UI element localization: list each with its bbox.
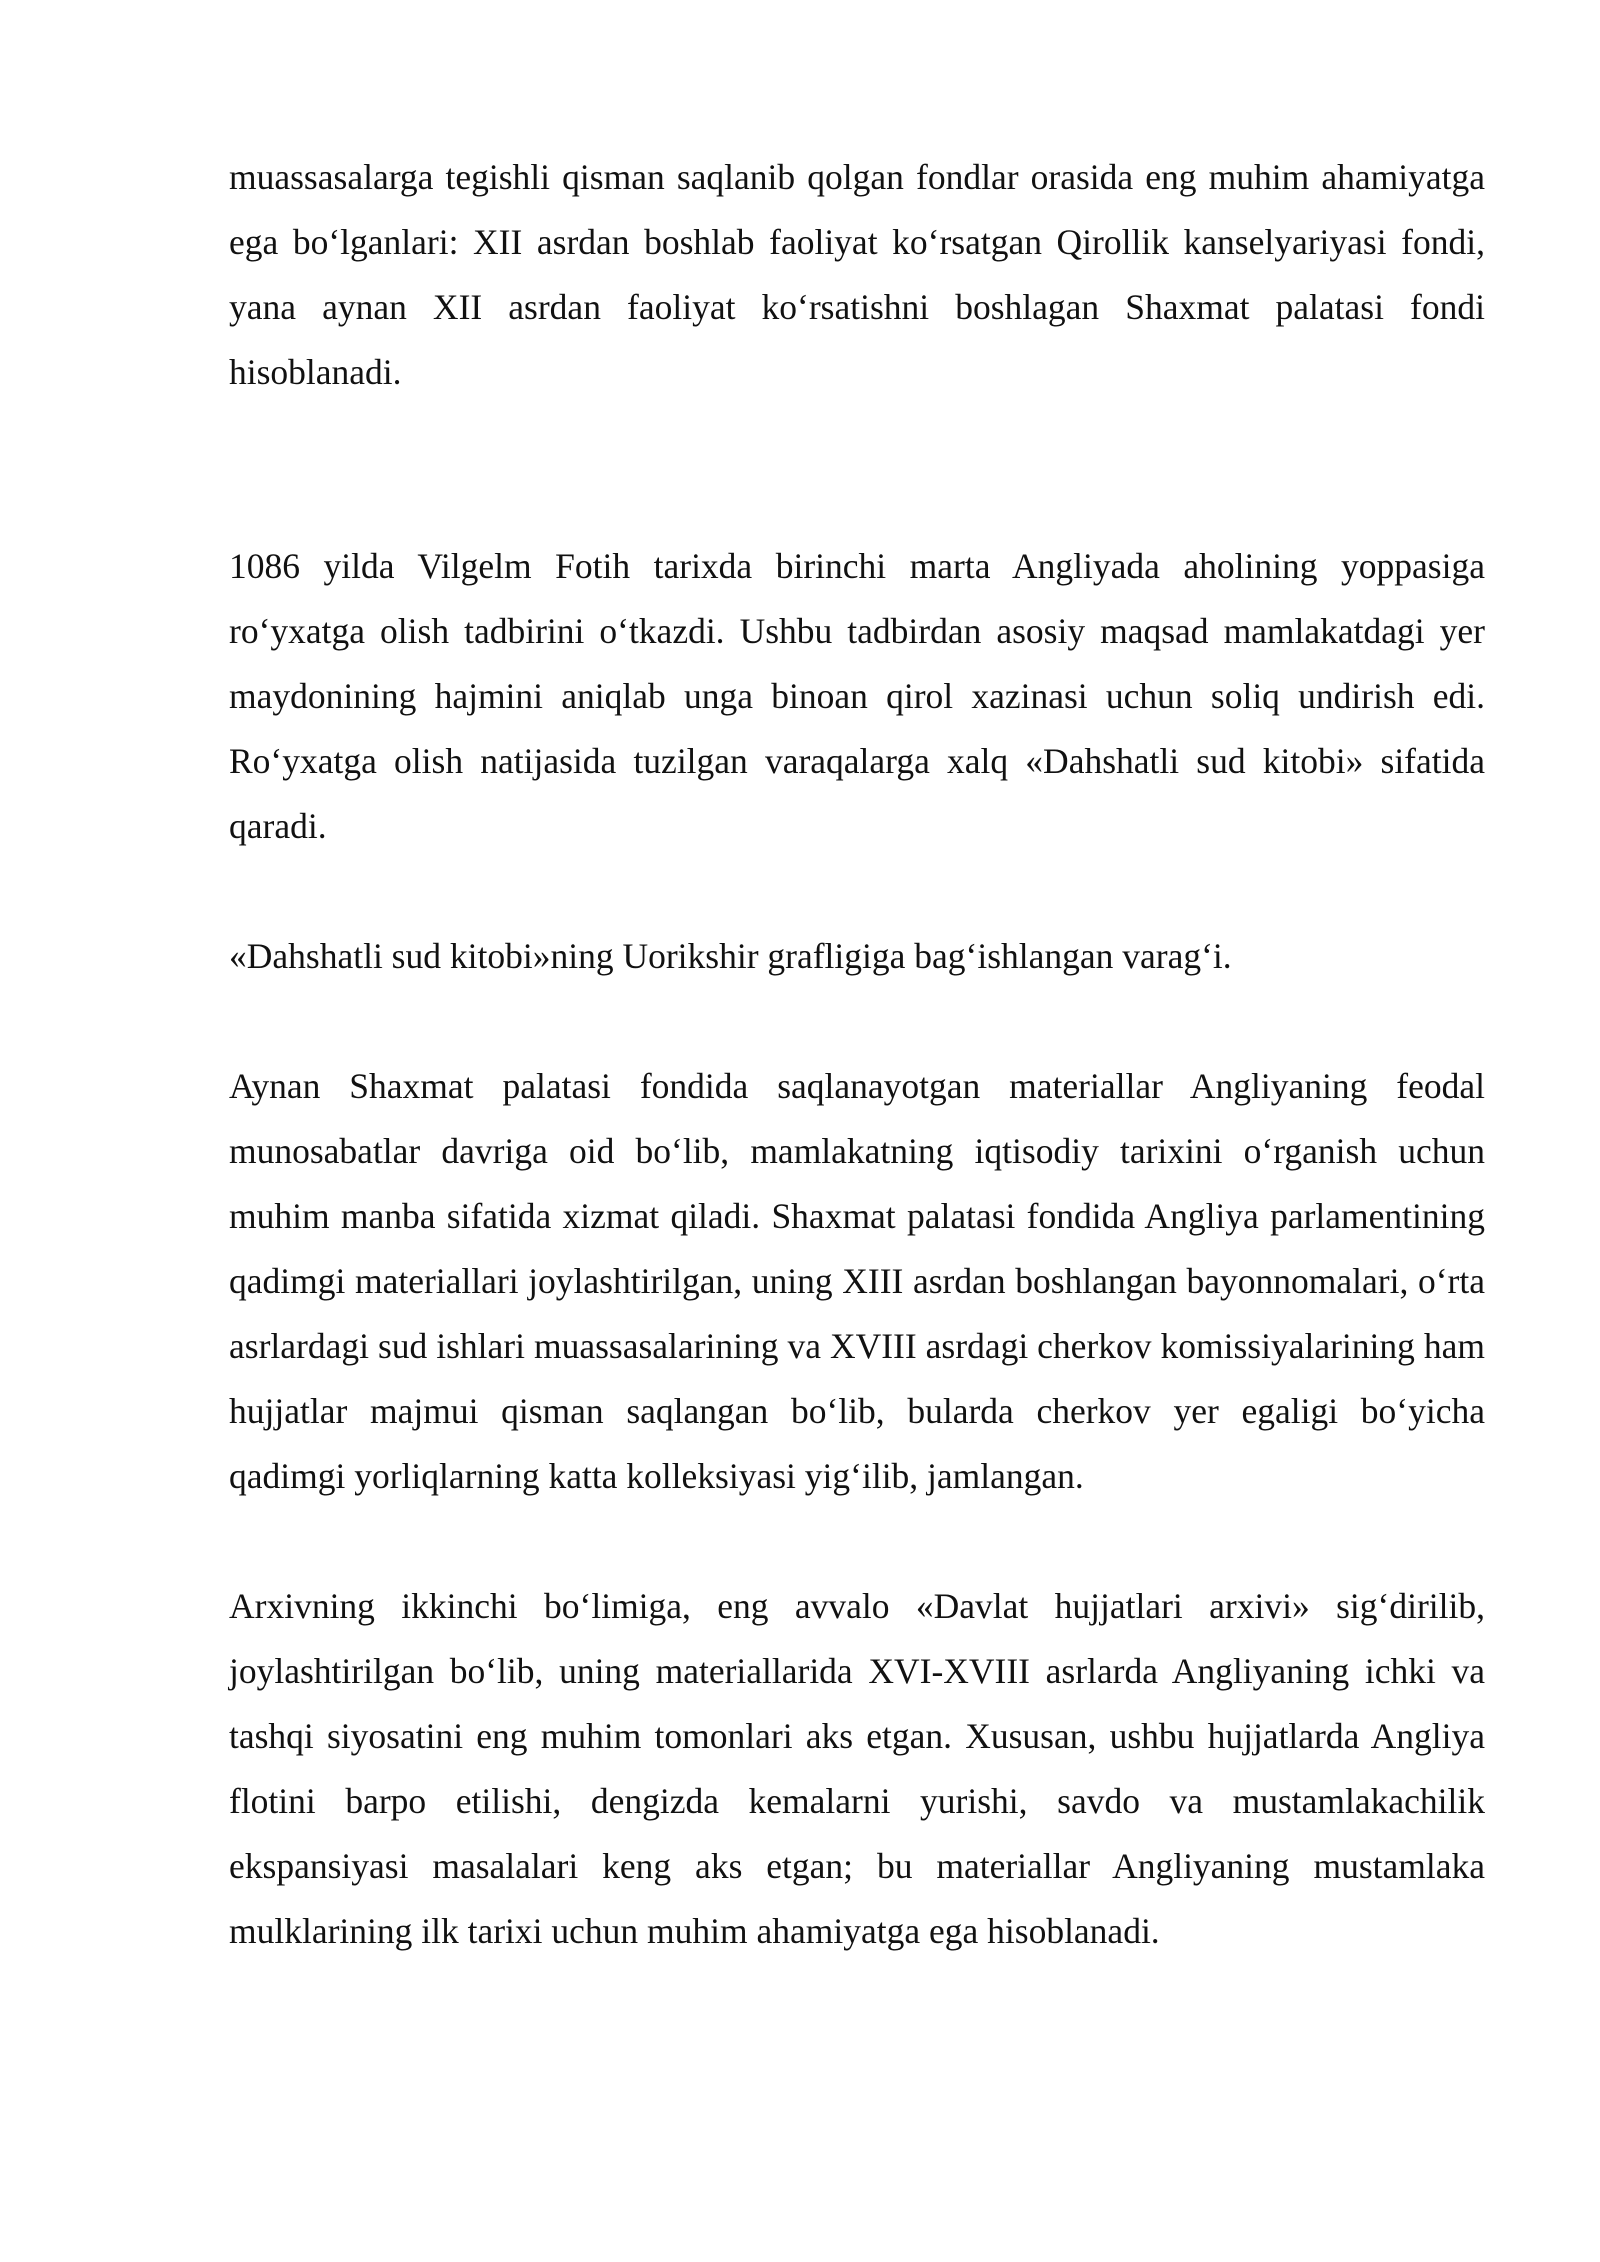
document-body — [229, 145, 1485, 1964]
paragraph: 1086 yilda Vilgelm Fotih tarixda birinchi marta Angliyada aholining yoppasiga ro‘yxatga olish tadbirini o‘tkazdi. Ushbu tadbirdan asosiy maqsad mamlakatdagi yer maydonining hajmini aniqlab unga binoan qirol xazinasi uchun soliq undirish edi. Ro‘yxatga olish natijasida tuzilgan varaqalarga xalq «Dahshatli sud kitobi» sifatida qaradi. — [229, 546, 1485, 846]
image-caption: «Dahshatli sud kitobi»ning Uorikshir grafligiga bag‘ishlangan varag‘i. — [229, 936, 1232, 976]
paragraph: muassasalarga tegishli qisman saqlanib qolgan fondlar orasida eng muhim ahamiyatga ega bo‘lganlari: XII asrdan boshlab faoliyat ko‘rsatgan Qirollik kanselyariyasi fondi, yana aynan XII asrdan faoliyat ko‘rsatishni boshlagan Shaxmat palatasi fondi hisoblanadi. — [229, 157, 1485, 392]
paragraph: Arxivning ikkinchi bo‘limiga, eng avvalo «Davlat hujjatlari arxivi» sig‘dirilib, joylashtirilgan bo‘lib, uning materiallarida XVI-XVIII asrlarda Angliyaning ichki va tashqi siyosatini eng muhim tomonlari aks etgan. Xususan, ushbu hujjatlarda Angliya flotini barpo etilishi, dengizda kemalarni yurishi, savdo va mustamlakachilik ekspansiyasi masalalari keng aks etgan; bu materiallar Angliyaning mustamlaka mulklarining ilk tarixi uchun muhim ahamiyatga ega hisoblanadi. — [229, 1586, 1485, 1951]
paragraph: Aynan Shaxmat palatasi fondida saqlanayotgan materiallar Angliyaning feodal munosabatlar davriga oid bo‘lib, mamlakatning iqtisodiy tarixini o‘rganish uchun muhim manba sifatida xizmat qiladi. Shaxmat palatasi fondida Angliya parlamentining qadimgi materiallari joylashtirilgan, uning XIII asrdan boshlangan bayonnomalari, o‘rta asrlardagi sud ishlari muassasalarining va XVIII asrdagi cherkov komissiyalarining ham hujjatlar majmui qisman saqlangan bo‘lib, bularda cherkov yer egaligi bo‘yicha qadimgi yorliqlarning katta kolleksiyasi yig‘ilib, jamlangan. — [229, 1066, 1485, 1496]
